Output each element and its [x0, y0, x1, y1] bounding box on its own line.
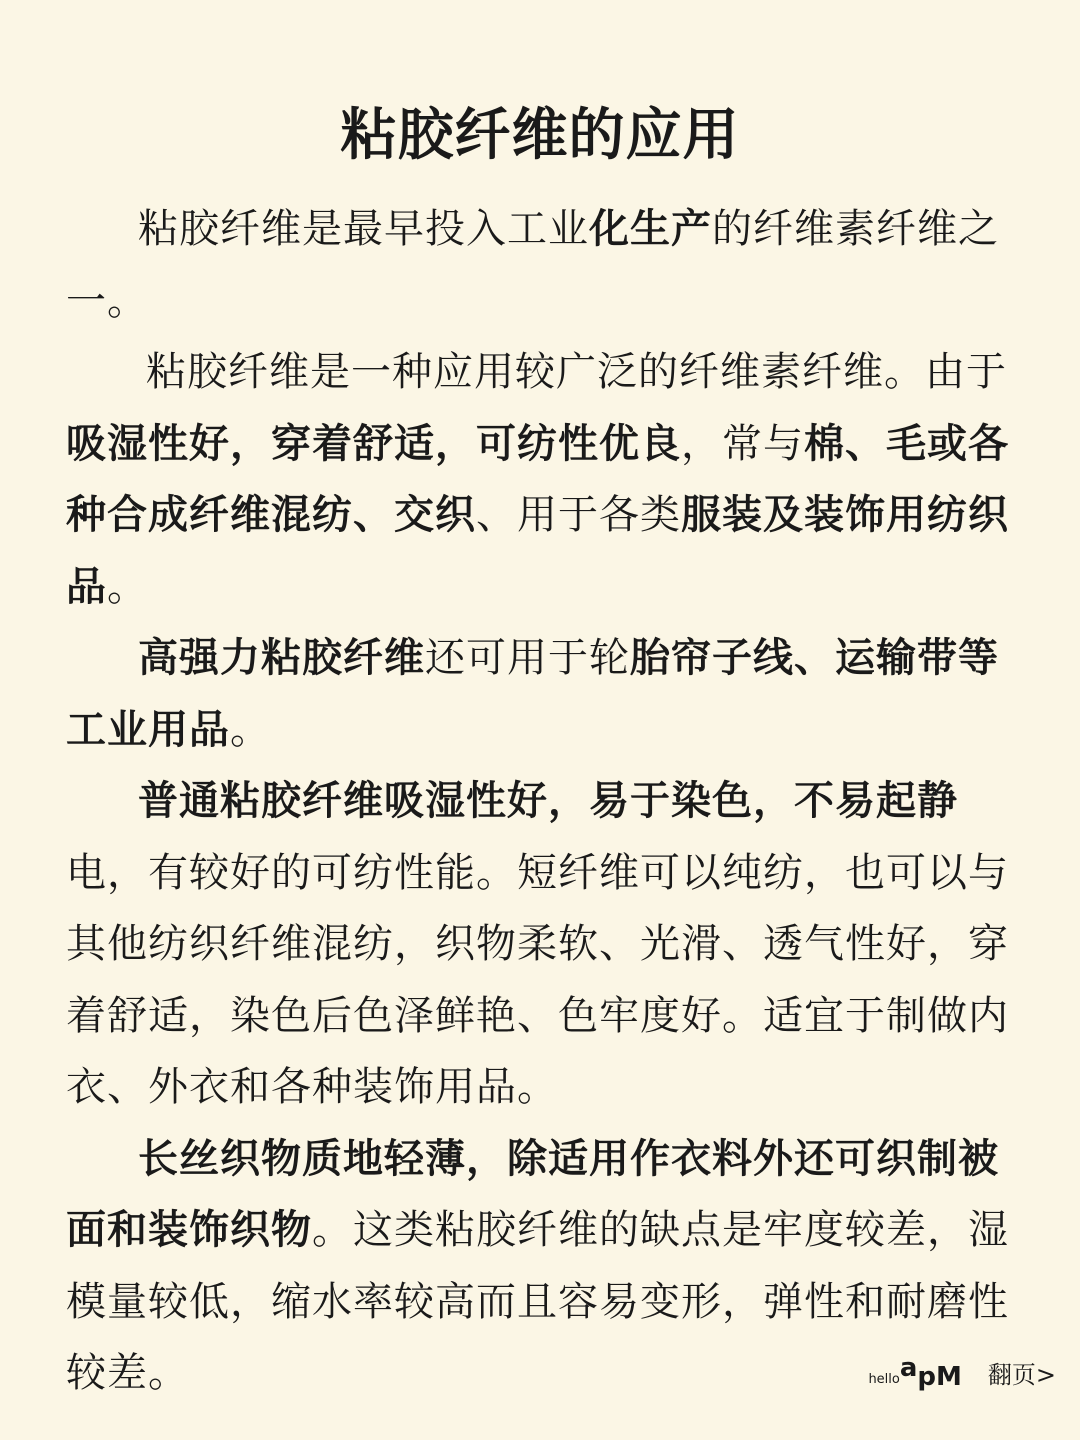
text-segment: 电，有较好的可纺性能。短纤维可以纯纺，也可以与其他纺织纤维混纺，织物柔软、光滑、透气性好，穿着舒适，染色后色泽鲜艳、色牢度好。适宜于制做内衣、外衣和各种装饰用品。	[66, 849, 1009, 1110]
text-segment-bold: 普通粘胶纤维吸湿性好，易于染色，不易起静	[138, 778, 958, 824]
article-body	[66, 194, 1026, 1410]
text-segment: 还可用于轮	[425, 635, 630, 681]
text-segment: 。这类粘胶纤维的缺点是牢度较差，湿模量较低，缩水率较高而且容易变形，弹性和耐磨性较差。	[66, 1207, 1009, 1396]
paragraph-3	[66, 623, 1026, 766]
text-segment: 。	[230, 706, 271, 753]
text-segment-bold: 服装及装饰用纺织品	[66, 492, 1009, 610]
text-segment-bold: 长丝织物质地轻薄，除适用作衣料外还可织制被面和装饰织物	[66, 1135, 999, 1253]
text-segment: 、用于各类	[476, 492, 681, 538]
text-segment: 。	[107, 563, 148, 610]
text-segment-bold: 化生产	[589, 206, 712, 252]
text-segment-bold: 吸湿性好，穿着舒适，可纺性优良	[66, 420, 681, 467]
text-segment: ，常与	[681, 420, 804, 467]
text-segment: 粘胶纤维是一种应用较广泛的纤维素纤维。由于	[146, 349, 1007, 395]
logo-a-text: a	[899, 1353, 918, 1383]
paragraph-1	[66, 194, 1026, 337]
logo-hello-text: hello	[868, 1372, 900, 1387]
brand-logo	[868, 1353, 962, 1392]
logo-pm-text: pM	[917, 1362, 962, 1392]
text-segment: 粘胶纤维是最早投入工业	[138, 206, 589, 252]
next-page-button[interactable]: 翻页>	[987, 1361, 1056, 1389]
page-title: 粘胶纤维的应用	[340, 103, 740, 168]
text-segment-bold: 高强力粘胶纤维	[138, 635, 425, 681]
paragraph-4	[66, 766, 1026, 1124]
paragraph-2	[66, 337, 1026, 623]
text-segment: 的纤维素纤维之一。	[66, 206, 999, 324]
text-segment-bold: 胎帘子线、运输带等工业用品	[66, 635, 999, 753]
text-segment-bold: 棉、毛或各种合成纤维混纺、交织	[66, 420, 1009, 538]
footer	[868, 1352, 1056, 1392]
